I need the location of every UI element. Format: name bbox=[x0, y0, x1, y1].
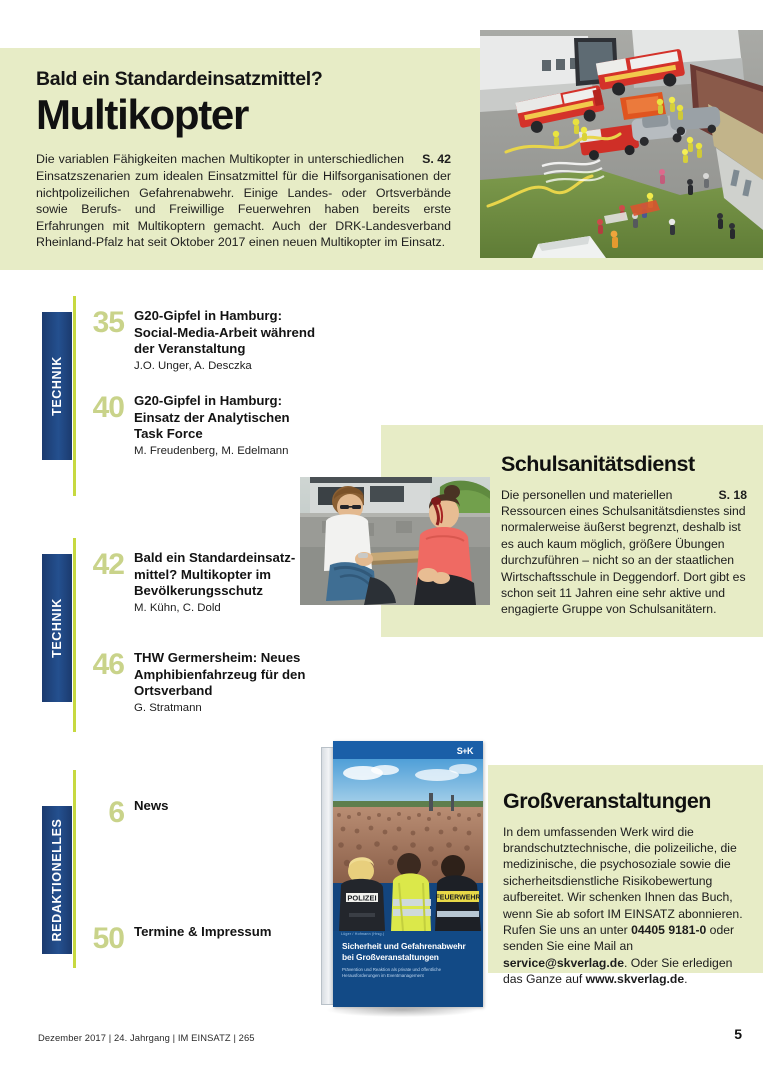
toc-entry-title: News bbox=[134, 798, 169, 813]
toc-page-number: 35 bbox=[92, 306, 124, 339]
promo-schulsanitaetsdienst-body-text: Die personellen und materiellen Ressourcen eines Schulsanitätsdienstes sind normalerweise äußerst begrenzt, deshalb ist es auch kaum möglich, größere Übungen durchzuführen – nicht so an der staatlichen Wirtschaftsschule in Deggendorf. Dort gibt es schon seit 11 Jahren eine sehr aktive und engagierte Gruppe von Schulsanitätern. bbox=[501, 487, 746, 617]
promo-schulsanitaetsdienst-photo bbox=[300, 477, 490, 605]
toc-entry-authors: M. Freudenberg, M. Edelmann bbox=[134, 444, 289, 457]
toc-entry-authors: J.O. Unger, A. Desczka bbox=[134, 359, 252, 372]
toc-entry[interactable] bbox=[86, 308, 316, 374]
feature-photo bbox=[480, 30, 763, 258]
toc-entry-title: THW Germersheim: Neues Amphibienfahrzeug für den Ortsverband bbox=[134, 650, 306, 698]
promo-body-part-2: oder senden Sie eine Mail an bbox=[503, 923, 735, 954]
promo-schulsanitaetsdienst-body bbox=[501, 487, 747, 618]
book-title: Sicherheit und Gefahrenabwehr bei Großveranstaltungen bbox=[342, 941, 466, 962]
crowd-event-illustration bbox=[333, 759, 483, 931]
schoolyard-first-aid-illustration bbox=[300, 477, 490, 605]
promo-schulsanitaetsdienst-text bbox=[501, 453, 747, 618]
toc-page-number: 40 bbox=[92, 391, 124, 424]
toc-entry-title: Termine & Impressum bbox=[134, 924, 272, 939]
toc-category-tab-redaktionelles[interactable] bbox=[42, 806, 72, 954]
toc-page-number: 46 bbox=[92, 648, 124, 681]
toc-entry-title: G20-Gipfel in Hamburg: Einsatz der Analytischen Task Force bbox=[134, 393, 290, 441]
svg-text:FEUERWEHR: FEUERWEHR bbox=[435, 894, 481, 902]
svg-text:POLIZEI: POLIZEI bbox=[347, 893, 377, 903]
promo-phone-number[interactable]: 04405 9181-0 bbox=[631, 923, 707, 938]
promo-schulsanitaetsdienst-title: Schulsanitätsdienst bbox=[501, 452, 695, 476]
toc-rule-1 bbox=[73, 296, 76, 496]
book-editor-line: Lüger / Hofmann (Hrsg.) bbox=[341, 932, 385, 936]
feature-body bbox=[36, 151, 451, 251]
feature-page-reference: S. 42 bbox=[422, 152, 451, 167]
toc-page-number: 50 bbox=[92, 922, 124, 955]
toc-category-label: REDAKTIONELLES bbox=[50, 818, 64, 942]
promo-grossveranstaltungen-title: Großveranstaltungen bbox=[503, 789, 711, 813]
toc-category-tab-technik-2[interactable] bbox=[42, 554, 72, 702]
book-cover-photo bbox=[333, 759, 483, 931]
toc-entry[interactable] bbox=[86, 922, 316, 955]
promo-website-url[interactable]: www.skverlag.de bbox=[585, 972, 685, 987]
toc-page-number: 42 bbox=[92, 548, 124, 581]
page-folio-number: 5 bbox=[734, 1026, 742, 1042]
toc-page-number: 6 bbox=[108, 796, 124, 829]
toc-category-tab-technik-1[interactable] bbox=[42, 312, 72, 460]
toc-entry[interactable] bbox=[86, 650, 316, 716]
promo-email-address[interactable]: service@skverlag.de bbox=[503, 955, 624, 970]
footer-imprint: Dezember 2017 | 24. Jahrgang | IM EINSATZ | 265 bbox=[38, 1032, 255, 1043]
toc-entry-title: Bald ein Standardeinsatzmittel? Multikopter im Bevölkerungsschutz bbox=[134, 550, 296, 598]
feature-text-block bbox=[36, 68, 451, 251]
toc-entry-authors: G. Stratmann bbox=[134, 701, 202, 714]
toc-category-label: TECHNIK bbox=[50, 356, 64, 416]
promo-body-part-1: In dem umfassenden Werk wird die brandschutztechnische, die polizeiliche, die medizinische, die psychosoziale sowie die sicherheitsdienstliche Risikobewertung aufbereitet. Wir schenken Ihnen das Buch, wenn Sie ab sofort IM EINSATZ abonnieren. Rufen Sie uns an unter bbox=[503, 824, 743, 938]
toc-category-label: TECHNIK bbox=[50, 598, 64, 658]
book-front-cover bbox=[333, 741, 483, 1007]
toc-entry-authors: M. Kühn, C. Dold bbox=[134, 601, 221, 614]
feature-headline: Multikopter bbox=[36, 91, 249, 139]
promo-body-part-4: . bbox=[684, 972, 688, 987]
promo-grossveranstaltungen-body bbox=[503, 824, 748, 988]
table-of-contents bbox=[0, 282, 360, 982]
toc-rule-3 bbox=[73, 770, 76, 968]
book-subtitle: Prävention und Reaktion als private und öffentliche Herausforderungen im Eventmanagement bbox=[342, 967, 442, 978]
promo-grossveranstaltungen-text bbox=[503, 790, 748, 988]
feature-kicker: Bald ein Standardeinsatzmittel? bbox=[36, 68, 323, 90]
toc-rule-2 bbox=[73, 538, 76, 732]
promo-book-cover bbox=[313, 735, 495, 1020]
feature-body-text: Die variablen Fähigkeiten machen Multikopter in unterschiedlichen Einsatzszenarien zum idealen Einsatzmittel für die Hilfsorganisationen der nichtpolizeilichen Gefahrenabwehr. Einige Landes- oder Ortsverbände sowie Berufs- und Freiwillige Feuerwehren haben bereits erste Erfahrungen mit Multikoptern gemacht. Auch der DRK-Landesverband Rheinland-Pfalz hat seit Oktober 2017 einen neuen Multikopter im Einsatz. bbox=[36, 152, 451, 250]
toc-entry[interactable] bbox=[86, 796, 316, 829]
toc-entry[interactable] bbox=[86, 393, 316, 459]
promo-schulsanitaetsdienst-page-reference: S. 18 bbox=[718, 487, 747, 502]
toc-entry[interactable] bbox=[86, 550, 316, 616]
publisher-logo: S+K bbox=[456, 746, 473, 756]
promo-body-part-3: . Oder Sie erledigen das Ganze auf bbox=[503, 955, 733, 987]
toc-entry-title: G20-Gipfel in Hamburg: Social-Media-Arbeit während der Veranstaltung bbox=[134, 308, 315, 356]
aerial-exercise-illustration bbox=[480, 30, 763, 258]
